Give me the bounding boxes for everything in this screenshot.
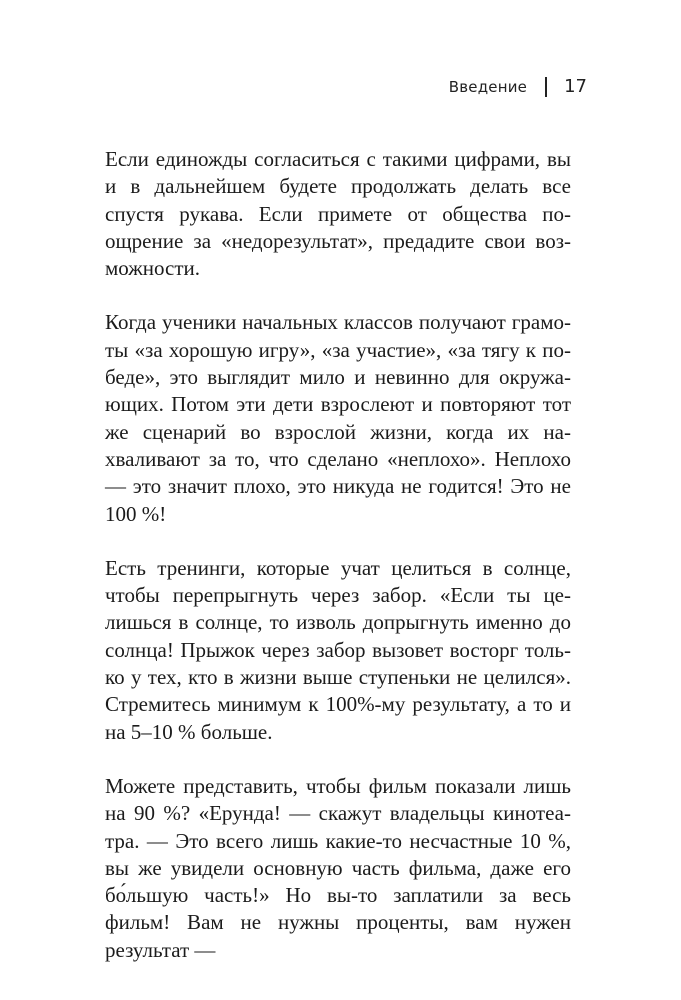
paragraph-4: Можете представить, чтобы фильм показали лишь на 90 %? «Ерунда! — скажут владельцы кинотеатра. — Это всего лишь какие-то несчастные 10 %, вы же увидели основную часть фильма, даже его бо́льшую часть!» Но вы-то заплатили за весь фильм! Вам не нужны проценты, вам нужен результат — [105, 773, 571, 962]
running-header [449, 76, 587, 97]
paragraph-3: Есть тренинги, которые учат целиться в солнце, чтобы перепрыгнуть через забор. «Если ты целишься в солнце, то изволь допрыгнуть именно до солнца! Прыжок через забор вызовет восторг только у тех, кто в жизни выше ступеньки не целился». Стремитесь минимум к 100%-му результату, а то и на 5–10 % больше. [105, 555, 571, 744]
header-divider [545, 77, 547, 97]
body-text [105, 146, 571, 964]
page-number: 17 [564, 76, 587, 97]
section-title: Введение [448, 77, 528, 96]
paragraph-2: Когда ученики начальных классов получают грамоты «за хорошую игру», «за участие», «за тягу к победе», это выглядит мило и невинно для окружающих. Потом эти дети взрослеют и повторяют тот же сценарий во взрослой жизни, когда их нахваливают за то, что сделано «неплохо». Неплохо — это значит плохо, это никуда не годится! Это не 100 %! [105, 310, 571, 526]
paragraph-1: Если единожды согласиться с такими цифрами, вы и в дальнейшем будете продолжать делать все спустя рукава. Если примете от общества поощрение за «недорезультат», предадите свои возможности. [105, 147, 571, 281]
